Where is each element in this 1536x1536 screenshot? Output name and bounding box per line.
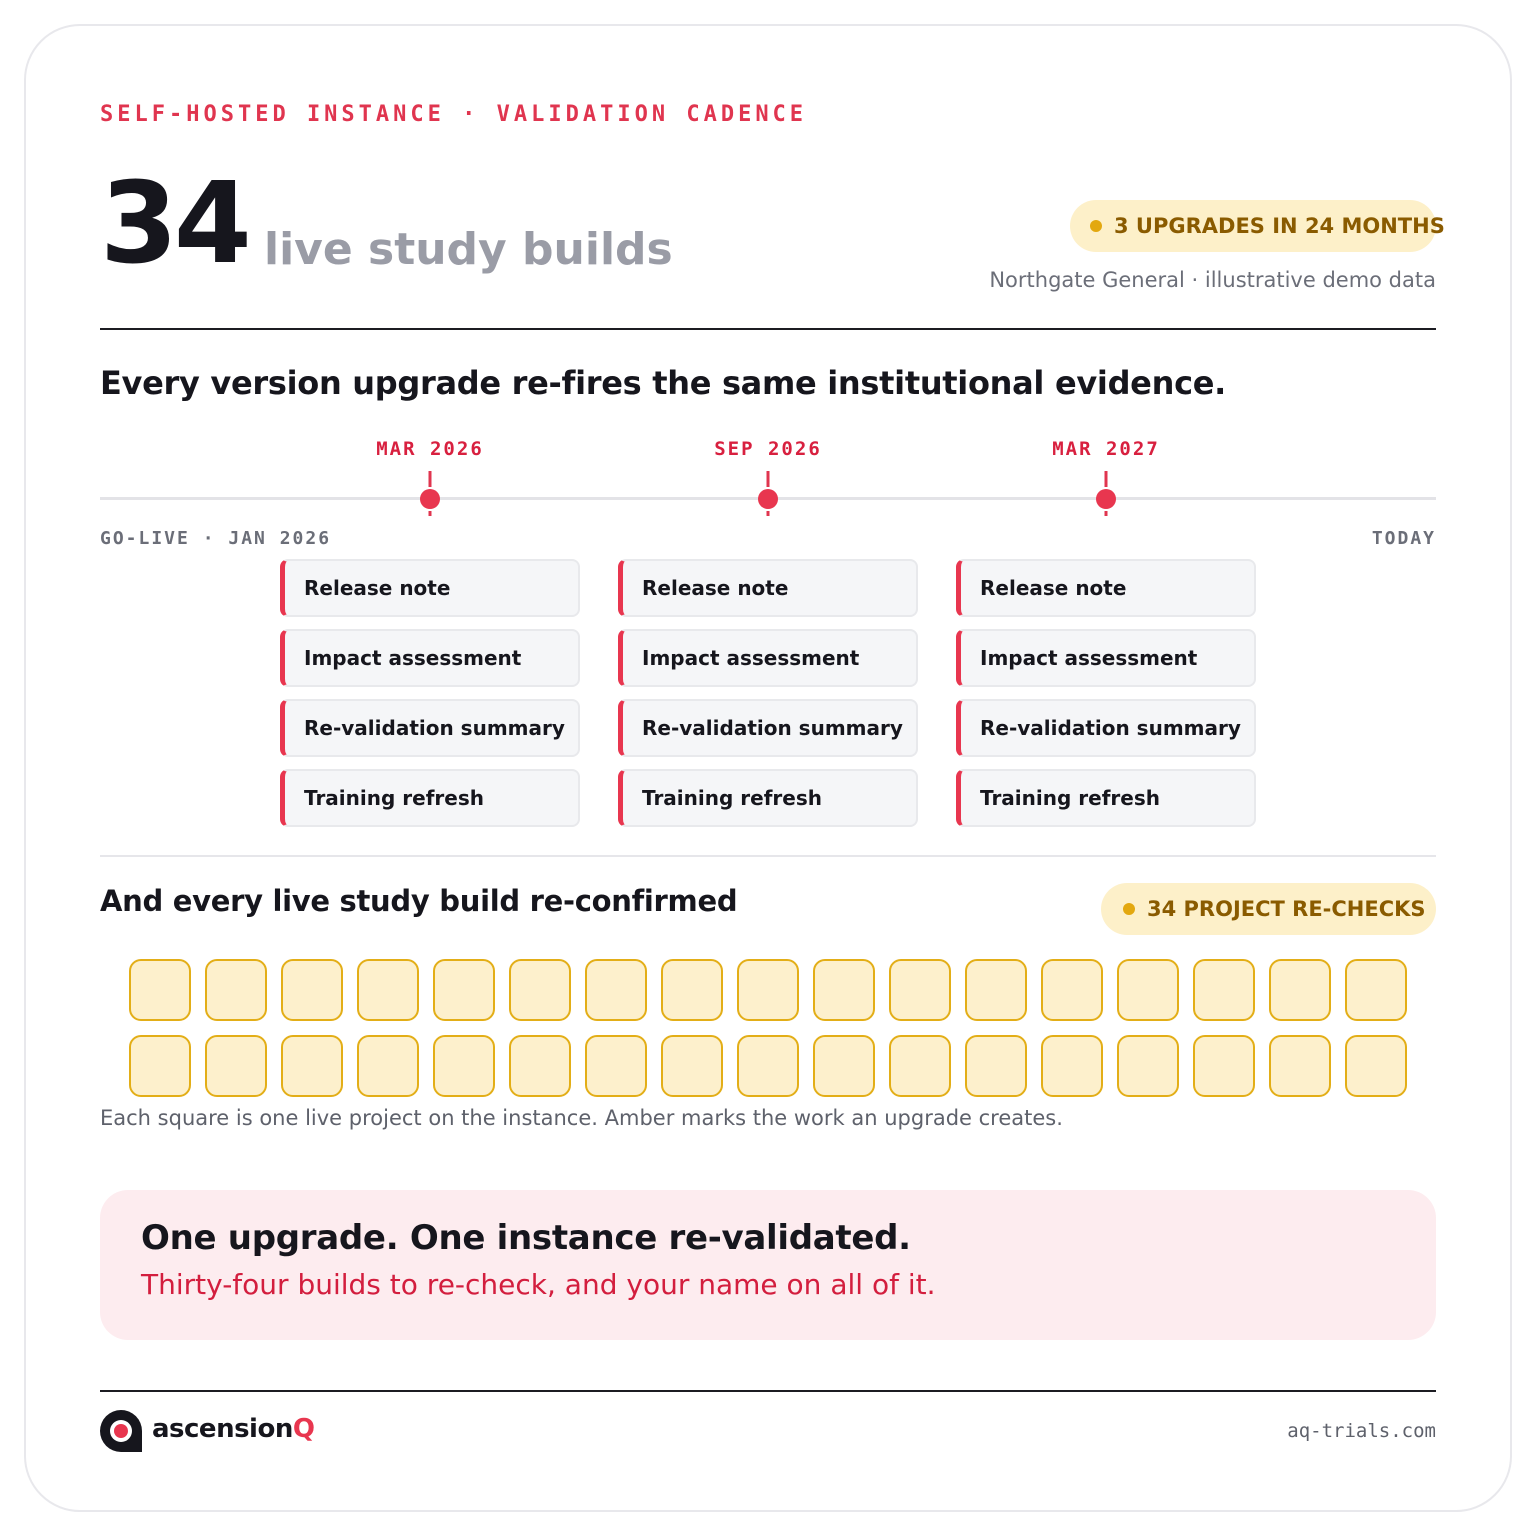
build-square: [737, 959, 799, 1021]
brand-accent: Q: [292, 1414, 315, 1444]
build-square: [1345, 959, 1407, 1021]
site-url: aq-trials.com: [1287, 1420, 1436, 1442]
builds-heading: And every live study build re-confirmed: [100, 884, 738, 918]
build-square: [1193, 959, 1255, 1021]
build-square: [889, 1035, 951, 1097]
brand-name: [152, 1414, 314, 1444]
build-square: [129, 959, 191, 1021]
evidence-item: Re-validation summary: [280, 699, 580, 757]
upgrade-tick-3: [1105, 471, 1108, 487]
upgrades-pill: [1070, 200, 1445, 252]
upgrade-date-1: MAR 2026: [376, 438, 484, 460]
build-square: [813, 959, 875, 1021]
build-square: [357, 959, 419, 1021]
upgrade-date-2: SEP 2026: [714, 438, 822, 460]
upgrade-date-3: MAR 2027: [1052, 438, 1160, 460]
callout-title: One upgrade. One instance re-validated.: [141, 1218, 911, 1258]
callout-subtitle: Thirty-four builds to re-check, and your name on all of it.: [141, 1268, 936, 1301]
org-note: Northgate General · illustrative demo data: [989, 268, 1436, 292]
go-live-label: GO-LIVE · JAN 2026: [100, 528, 332, 549]
rechecks-pill: [1101, 883, 1436, 935]
build-square: [433, 959, 495, 1021]
upgrade-tick-bottom-2: [767, 511, 770, 516]
build-square: [205, 1035, 267, 1097]
divider-top: [100, 328, 1436, 330]
evidence-item: Release note: [956, 559, 1256, 617]
build-square: [661, 1035, 723, 1097]
evidence-item: Re-validation summary: [618, 699, 918, 757]
timeline-heading: Every version upgrade re-fires the same institutional evidence.: [100, 364, 1226, 402]
evidence-item: Impact assessment: [618, 629, 918, 687]
upgrade-tick-2: [767, 471, 770, 487]
build-count: 34: [100, 159, 248, 289]
upgrade-tick-1: [429, 471, 432, 487]
upgrade-tick-bottom-1: [429, 511, 432, 516]
build-square: [433, 1035, 495, 1097]
callout-panel: [100, 1190, 1436, 1340]
build-square: [509, 959, 571, 1021]
upgrades-pill-label: 3 UPGRADES IN 24 MONTHS: [1114, 214, 1445, 238]
evidence-item: Re-validation summary: [956, 699, 1256, 757]
build-square: [129, 1035, 191, 1097]
evidence-item: Release note: [618, 559, 918, 617]
evidence-item: Impact assessment: [280, 629, 580, 687]
build-square: [889, 959, 951, 1021]
build-square: [281, 1035, 343, 1097]
build-square: [965, 959, 1027, 1021]
build-square: [1193, 1035, 1255, 1097]
build-square: [509, 1035, 571, 1097]
brand-main: ascension: [152, 1414, 293, 1444]
build-square: [1041, 959, 1103, 1021]
eyebrow: SELF-HOSTED INSTANCE · VALIDATION CADENCE: [100, 102, 808, 127]
divider-bottom: [100, 1390, 1436, 1392]
build-square: [585, 1035, 647, 1097]
upgrade-tick-bottom-3: [1105, 511, 1108, 516]
amber-dot-icon: [1090, 220, 1102, 232]
rechecks-pill-label: 34 PROJECT RE-CHECKS: [1147, 897, 1426, 921]
build-square: [1269, 959, 1331, 1021]
build-square: [1117, 1035, 1179, 1097]
upgrade-marker-3: [1096, 489, 1116, 509]
build-square: [1345, 1035, 1407, 1097]
divider-middle: [100, 855, 1436, 857]
build-square: [1269, 1035, 1331, 1097]
evidence-item: Impact assessment: [956, 629, 1256, 687]
build-square: [813, 1035, 875, 1097]
build-square: [661, 959, 723, 1021]
build-square: [737, 1035, 799, 1097]
ascensionq-logo-icon: [100, 1410, 142, 1452]
build-square: [585, 959, 647, 1021]
build-square: [281, 959, 343, 1021]
amber-dot-icon: [1123, 903, 1135, 915]
build-square: [205, 959, 267, 1021]
evidence-item: Training refresh: [618, 769, 918, 827]
evidence-item: Training refresh: [280, 769, 580, 827]
evidence-item: Training refresh: [956, 769, 1256, 827]
today-label: TODAY: [1371, 528, 1436, 549]
build-square: [357, 1035, 419, 1097]
build-square: [965, 1035, 1027, 1097]
build-count-label: live study builds: [264, 224, 673, 275]
build-square: [1041, 1035, 1103, 1097]
upgrade-marker-1: [420, 489, 440, 509]
build-square: [1117, 959, 1179, 1021]
upgrade-marker-2: [758, 489, 778, 509]
evidence-item: Release note: [280, 559, 580, 617]
grid-caption: Each square is one live project on the instance. Amber marks the work an upgrade creates.: [100, 1106, 1063, 1130]
